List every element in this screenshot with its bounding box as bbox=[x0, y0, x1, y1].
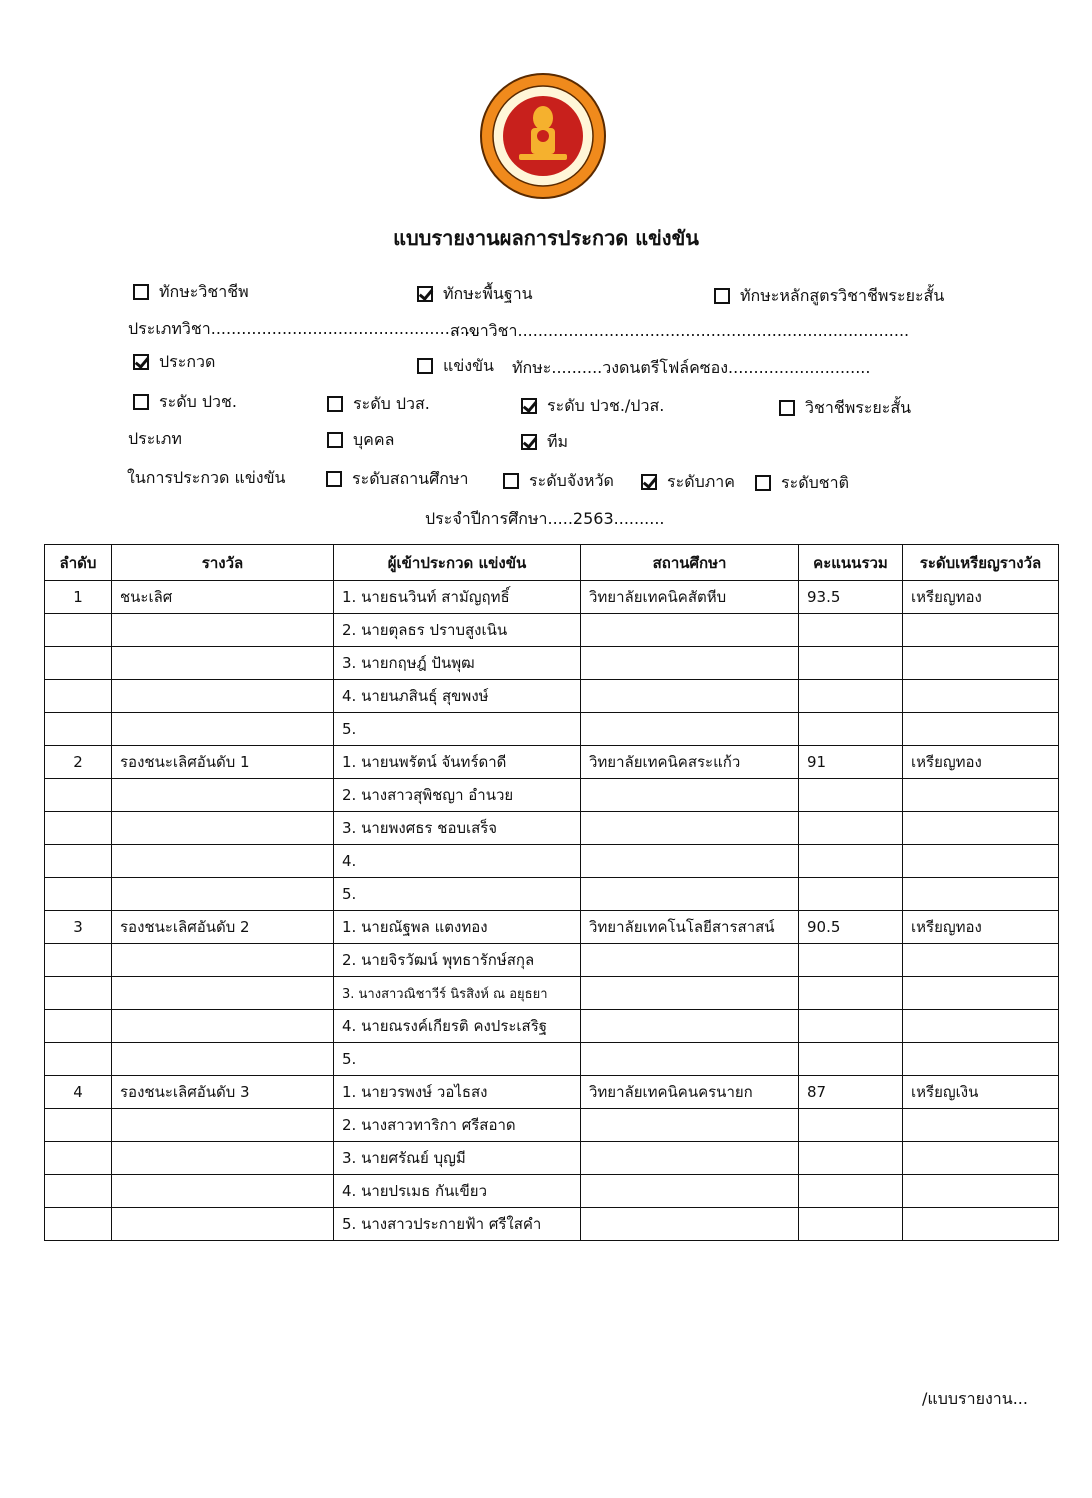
checkbox-level-region[interactable] bbox=[641, 474, 657, 490]
cell-institution: วิทยาลัยเทคนิคสัตหีบ bbox=[581, 581, 799, 614]
cell-award: รองชนะเลิศอันดับ 1 bbox=[112, 746, 334, 779]
cell-institution bbox=[581, 779, 799, 812]
checkbox-skill-short-course[interactable] bbox=[714, 288, 730, 304]
checkbox-level-institution[interactable] bbox=[326, 471, 342, 487]
cell-participant: 1. นายวรพงษ์ วอไธสง bbox=[334, 1076, 581, 1109]
cell-medal bbox=[903, 977, 1059, 1010]
cell-score bbox=[799, 977, 903, 1010]
cell-rank: 2 bbox=[45, 746, 112, 779]
option-level-pvc[interactable]: ระดับ ปวช. bbox=[133, 390, 237, 415]
cell-award bbox=[112, 845, 334, 878]
table-row bbox=[45, 1175, 1059, 1208]
results-table bbox=[44, 544, 1059, 1241]
cell-score bbox=[799, 845, 903, 878]
table-row bbox=[45, 1208, 1059, 1241]
cell-participant: 2. นางสาวสุพิชญา อำนวย bbox=[334, 779, 581, 812]
table-row bbox=[45, 746, 1059, 779]
table-row bbox=[45, 713, 1059, 746]
cell-award bbox=[112, 1109, 334, 1142]
cell-rank bbox=[45, 1142, 112, 1175]
cell-score: 90.5 bbox=[799, 911, 903, 944]
cell-institution bbox=[581, 647, 799, 680]
table-row bbox=[45, 845, 1059, 878]
cell-institution bbox=[581, 1142, 799, 1175]
header-medal-level: ระดับเหรียญรางวัล bbox=[903, 545, 1059, 581]
table-row bbox=[45, 878, 1059, 911]
cell-participant: 1. นายนพรัตน์ จันทร์ดาดี bbox=[334, 746, 581, 779]
cell-score: 93.5 bbox=[799, 581, 903, 614]
table-row bbox=[45, 911, 1059, 944]
cell-score bbox=[799, 1175, 903, 1208]
cell-rank bbox=[45, 977, 112, 1010]
cell-participant: 3. นายศรัณย์ บุญมี bbox=[334, 1142, 581, 1175]
cell-award bbox=[112, 614, 334, 647]
cell-medal bbox=[903, 1208, 1059, 1241]
cell-rank bbox=[45, 779, 112, 812]
cell-rank bbox=[45, 1010, 112, 1043]
cell-award bbox=[112, 812, 334, 845]
table-row bbox=[45, 1043, 1059, 1076]
cell-medal bbox=[903, 878, 1059, 911]
table-row bbox=[45, 812, 1059, 845]
checkbox-team[interactable] bbox=[521, 434, 537, 450]
cell-score bbox=[799, 812, 903, 845]
cell-institution bbox=[581, 845, 799, 878]
table-row bbox=[45, 1142, 1059, 1175]
cell-institution bbox=[581, 878, 799, 911]
cell-medal bbox=[903, 1109, 1059, 1142]
table-header-row bbox=[45, 545, 1059, 581]
table-row bbox=[45, 1076, 1059, 1109]
cell-rank bbox=[45, 647, 112, 680]
cell-rank bbox=[45, 1109, 112, 1142]
cell-participant: 4. นายณรงค์เกียรติ คงประเสริฐ bbox=[334, 1010, 581, 1043]
header-rank: ลำดับ bbox=[45, 545, 112, 581]
cell-institution: วิทยาลัยเทคโนโลยีสารสาสน์ bbox=[581, 911, 799, 944]
cell-institution bbox=[581, 1208, 799, 1241]
checkbox-level-pvs[interactable] bbox=[327, 396, 343, 412]
cell-score bbox=[799, 878, 903, 911]
option-level-pvs[interactable]: ระดับ ปวส. bbox=[327, 392, 430, 417]
skill-name-field[interactable]: ทักษะ..........วงดนตรีโฟล์คซอง............................ bbox=[512, 358, 871, 377]
cell-medal bbox=[903, 1010, 1059, 1043]
checkbox-contest[interactable] bbox=[133, 354, 149, 370]
cell-medal bbox=[903, 680, 1059, 713]
cell-rank: 3 bbox=[45, 911, 112, 944]
cell-participant: 5. bbox=[334, 1043, 581, 1076]
subject-type-field[interactable]: ประเภทวิชา..................................................... bbox=[128, 319, 481, 338]
cell-participant: 5. bbox=[334, 878, 581, 911]
cell-medal bbox=[903, 1142, 1059, 1175]
checkbox-competition[interactable] bbox=[417, 358, 433, 374]
option-level-both[interactable]: ระดับ ปวช./ปวส. bbox=[521, 394, 664, 419]
cell-award bbox=[112, 1208, 334, 1241]
cell-rank bbox=[45, 1043, 112, 1076]
cell-award bbox=[112, 647, 334, 680]
cell-rank bbox=[45, 1208, 112, 1241]
table-row bbox=[45, 944, 1059, 977]
field-of-study[interactable]: สาขาวิชา............................................................................. bbox=[450, 321, 910, 340]
cell-institution bbox=[581, 1010, 799, 1043]
option-contest[interactable]: ประกวด bbox=[133, 350, 215, 375]
cell-institution: วิทยาลัยเทคนิคสระแก้ว bbox=[581, 746, 799, 779]
table-row bbox=[45, 1010, 1059, 1043]
table-row bbox=[45, 1109, 1059, 1142]
cell-award bbox=[112, 1175, 334, 1208]
option-level-institution[interactable]: ระดับสถานศึกษา bbox=[326, 467, 468, 492]
cell-institution bbox=[581, 944, 799, 977]
cell-medal bbox=[903, 1175, 1059, 1208]
cell-rank bbox=[45, 614, 112, 647]
cell-award bbox=[112, 680, 334, 713]
cell-medal bbox=[903, 779, 1059, 812]
cell-score bbox=[799, 1010, 903, 1043]
cell-score bbox=[799, 614, 903, 647]
cell-score bbox=[799, 944, 903, 977]
option-level-region[interactable]: ระดับภาค bbox=[641, 470, 735, 495]
cell-score bbox=[799, 1109, 903, 1142]
cell-rank bbox=[45, 1175, 112, 1208]
cell-score bbox=[799, 713, 903, 746]
cell-award bbox=[112, 1043, 334, 1076]
cell-institution bbox=[581, 1109, 799, 1142]
option-team[interactable]: ทีม bbox=[521, 430, 568, 455]
cell-participant: 3. นายกฤษฎ์ ปันพุฒ bbox=[334, 647, 581, 680]
checkbox-individual[interactable] bbox=[327, 432, 343, 448]
option-level-national[interactable]: ระดับชาติ bbox=[755, 471, 849, 496]
option-skill-vocational[interactable]: ทักษะวิชาชีพ bbox=[133, 280, 249, 305]
cell-award bbox=[112, 713, 334, 746]
cell-award bbox=[112, 779, 334, 812]
option-skill-basic[interactable]: ทักษะพื้นฐาน bbox=[417, 282, 533, 307]
cell-award bbox=[112, 1142, 334, 1175]
cell-participant: 2. นายตุลธร ปราบสูงเนิน bbox=[334, 614, 581, 647]
cell-institution: วิทยาลัยเทคนิคนครนายก bbox=[581, 1076, 799, 1109]
cell-institution bbox=[581, 614, 799, 647]
checkbox-skill-basic[interactable] bbox=[417, 286, 433, 302]
cell-institution bbox=[581, 1175, 799, 1208]
cell-participant: 5. bbox=[334, 713, 581, 746]
header-total-score: คะแนนรวม bbox=[799, 545, 903, 581]
table-row bbox=[45, 614, 1059, 647]
header-award: รางวัล bbox=[112, 545, 334, 581]
option-competition[interactable]: แข่งขัน bbox=[417, 354, 494, 379]
cell-rank bbox=[45, 878, 112, 911]
cell-rank bbox=[45, 944, 112, 977]
report-title: แบบรายงานผลการประกวด แข่งขัน bbox=[393, 226, 699, 250]
table-row bbox=[45, 647, 1059, 680]
cell-rank bbox=[45, 812, 112, 845]
cell-institution bbox=[581, 812, 799, 845]
cell-medal bbox=[903, 944, 1059, 977]
cell-participant: 4. bbox=[334, 845, 581, 878]
cell-score: 91 bbox=[799, 746, 903, 779]
cell-medal bbox=[903, 647, 1059, 680]
cell-medal bbox=[903, 614, 1059, 647]
table-row bbox=[45, 680, 1059, 713]
table-row bbox=[45, 977, 1059, 1010]
option-level-short[interactable]: วิชาชีพระยะสั้น bbox=[779, 396, 911, 421]
table-row bbox=[45, 779, 1059, 812]
continuation-note: /แบบรายงาน... bbox=[922, 1389, 1028, 1408]
header-institution: สถานศึกษา bbox=[581, 545, 799, 581]
option-individual[interactable]: บุคคล bbox=[327, 428, 394, 453]
type-label: ประเภท bbox=[128, 429, 182, 448]
checkbox-level-province[interactable] bbox=[503, 473, 519, 489]
cell-award bbox=[112, 878, 334, 911]
header-participants: ผู้เข้าประกวด แข่งขัน bbox=[334, 545, 581, 581]
cell-participant: 2. นายจิรวัฒน์ พุทธารักษ์สกุล bbox=[334, 944, 581, 977]
cell-score: 87 bbox=[799, 1076, 903, 1109]
checkbox-level-short[interactable] bbox=[779, 400, 795, 416]
cell-medal bbox=[903, 812, 1059, 845]
cell-rank bbox=[45, 680, 112, 713]
cell-score bbox=[799, 1043, 903, 1076]
cell-institution bbox=[581, 1043, 799, 1076]
cell-participant: 5. นางสาวประกายฟ้า ศรีใสคำ bbox=[334, 1208, 581, 1241]
cell-score bbox=[799, 680, 903, 713]
checkbox-level-national[interactable] bbox=[755, 475, 771, 491]
cell-participant: 3. นายพงศธร ชอบเสร็จ bbox=[334, 812, 581, 845]
cell-score bbox=[799, 1142, 903, 1175]
cell-participant: 4. นายนภสินธุ์ สุขพงษ์ bbox=[334, 680, 581, 713]
cell-rank: 1 bbox=[45, 581, 112, 614]
cell-award: ชนะเลิศ bbox=[112, 581, 334, 614]
cell-medal bbox=[903, 1043, 1059, 1076]
academic-year: ประจำปีการศึกษา.....2563.......... bbox=[425, 509, 665, 528]
cell-institution bbox=[581, 977, 799, 1010]
cell-award bbox=[112, 1010, 334, 1043]
cell-participant: 3. นางสาวณิชาวีร์ นิรสิงห์ ณ อยุธยา bbox=[334, 977, 581, 1010]
cell-award bbox=[112, 944, 334, 977]
table-row bbox=[45, 581, 1059, 614]
cell-medal: เหรียญทอง bbox=[903, 911, 1059, 944]
cell-participant: 1. นายธนวินท์ สามัญฤทธิ์ bbox=[334, 581, 581, 614]
cell-medal: เหรียญเงิน bbox=[903, 1076, 1059, 1109]
cell-award: รองชนะเลิศอันดับ 3 bbox=[112, 1076, 334, 1109]
cell-rank: 4 bbox=[45, 1076, 112, 1109]
cell-award bbox=[112, 977, 334, 1010]
cell-award: รองชนะเลิศอันดับ 2 bbox=[112, 911, 334, 944]
cell-participant: 1. นายณัฐพล แตงทอง bbox=[334, 911, 581, 944]
contest-level-label: ในการประกวด แข่งขัน bbox=[127, 468, 286, 487]
cell-score bbox=[799, 1208, 903, 1241]
cell-score bbox=[799, 779, 903, 812]
cell-score bbox=[799, 647, 903, 680]
cell-medal: เหรียญทอง bbox=[903, 746, 1059, 779]
option-level-province[interactable]: ระดับจังหวัด bbox=[503, 469, 614, 494]
checkbox-level-both[interactable] bbox=[521, 398, 537, 414]
cell-rank bbox=[45, 845, 112, 878]
option-skill-short-course[interactable]: ทักษะหลักสูตรวิชาชีพระยะสั้น bbox=[714, 284, 944, 309]
cell-participant: 2. นางสาวทาริกา ศรีสอาด bbox=[334, 1109, 581, 1142]
checkbox-skill-vocational[interactable] bbox=[133, 284, 149, 300]
cell-participant: 4. นายปรเมธ กันเขียว bbox=[334, 1175, 581, 1208]
association-logo bbox=[479, 72, 607, 200]
cell-institution bbox=[581, 713, 799, 746]
cell-institution bbox=[581, 680, 799, 713]
cell-medal bbox=[903, 845, 1059, 878]
cell-medal bbox=[903, 713, 1059, 746]
checkbox-level-pvc[interactable] bbox=[133, 394, 149, 410]
cell-medal: เหรียญทอง bbox=[903, 581, 1059, 614]
cell-rank bbox=[45, 713, 112, 746]
